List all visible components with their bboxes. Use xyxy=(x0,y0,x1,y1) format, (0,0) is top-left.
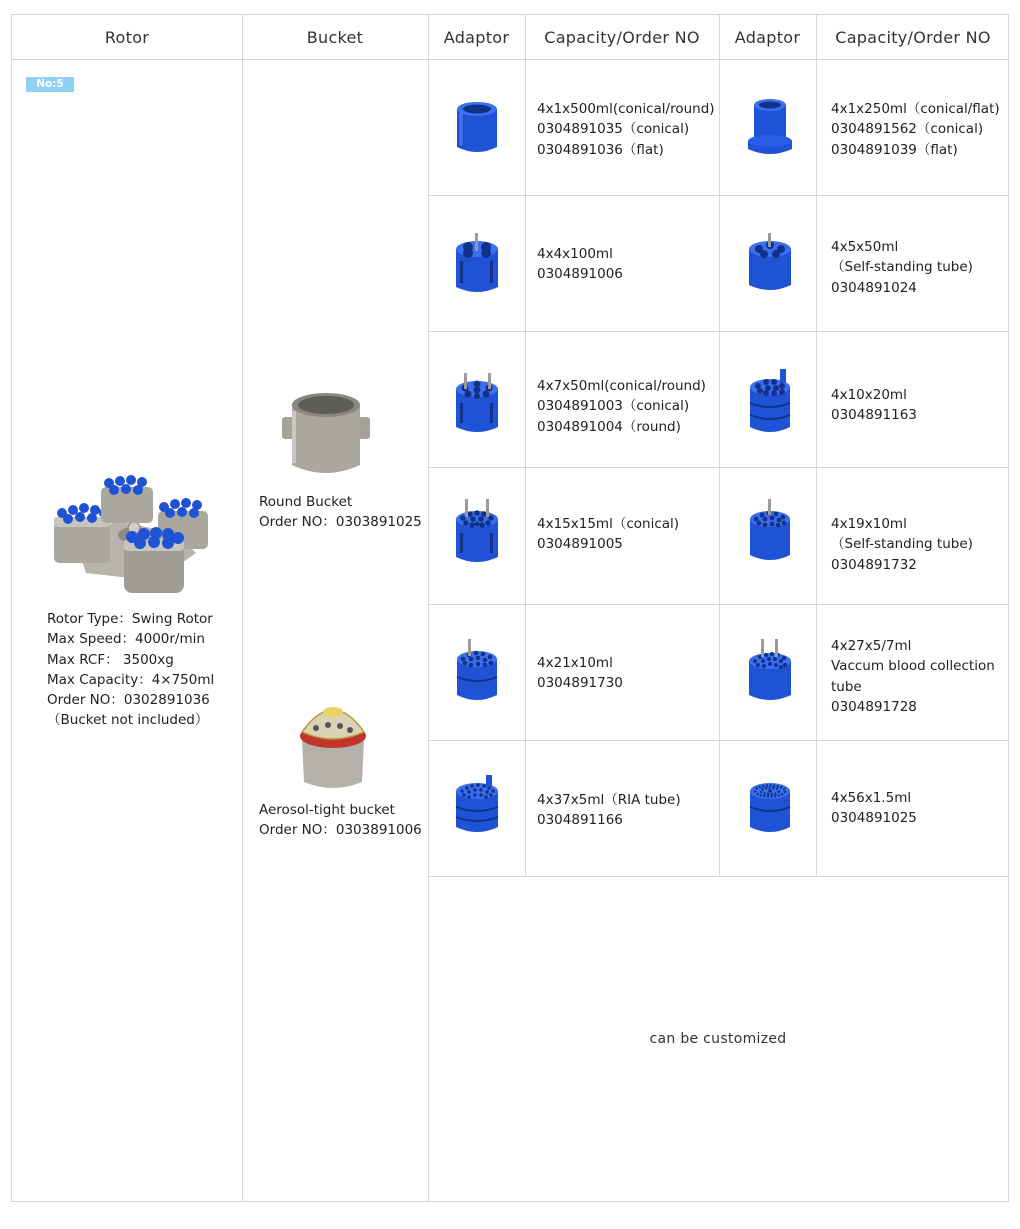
capacity-cell xyxy=(537,376,706,437)
order-no-text: 0304891025 xyxy=(831,810,917,827)
header-adaptor: Adaptor xyxy=(443,27,510,47)
adaptor-56-hole-icon xyxy=(746,777,794,835)
adaptor-1-hole-flanged-icon xyxy=(744,97,796,159)
adaptor-5-hole-icon xyxy=(745,233,795,295)
round-bucket-image xyxy=(280,387,372,479)
header-adaptor: Adaptor xyxy=(734,27,801,47)
aerosol-bucket-image xyxy=(294,698,372,793)
capacity-cell xyxy=(831,636,995,717)
capacity-cell xyxy=(831,514,973,575)
capacity-text: 4x56x1.5ml xyxy=(831,790,912,806)
capacity-text: 4x4x100ml xyxy=(537,246,613,262)
order-no-text: 0304891004（round) xyxy=(537,418,681,435)
order-no-text: 0304891006 xyxy=(537,266,623,283)
capacity-cell xyxy=(537,514,679,555)
tube-type-text: tube xyxy=(831,678,862,695)
row-divider xyxy=(428,195,1008,196)
round-bucket-info xyxy=(259,492,422,533)
adaptor-1-hole-icon xyxy=(453,99,501,155)
order-no-text: 0304891024 xyxy=(831,279,917,296)
adaptor-10-hole-icon xyxy=(746,369,794,435)
customize-note: can be customized xyxy=(649,1031,787,1047)
capacity-cell xyxy=(831,237,973,298)
capacity-cell xyxy=(831,99,1000,160)
capacity-cell xyxy=(537,244,623,285)
capacity-cell xyxy=(831,385,917,426)
row-divider xyxy=(428,740,1008,741)
order-no-text: 0304891035（conical) xyxy=(537,121,690,138)
capacity-cell xyxy=(831,788,917,829)
capacity-text: 4x1x250ml（conical/flat) xyxy=(831,101,1000,117)
bucket-order-no: Order NO：0303891006 xyxy=(259,822,422,839)
order-no-text: 0304891039（flat) xyxy=(831,141,958,158)
tube-type-text: （Self-standing tube) xyxy=(831,536,973,553)
capacity-text: 4x37x5ml（RIA tube) xyxy=(537,792,681,808)
header-divider xyxy=(12,59,1008,60)
swing-rotor-image xyxy=(46,473,212,597)
rotor-spec-list xyxy=(47,609,214,731)
column-divider xyxy=(719,15,720,875)
header-bucket: Bucket xyxy=(306,27,364,47)
adaptor-19-hole-icon xyxy=(746,499,794,563)
capacity-cell xyxy=(537,99,715,160)
order-no-text: 0304891163 xyxy=(831,407,917,424)
rotor-max-speed: Max Speed：4000r/min xyxy=(47,631,205,648)
adaptor-21-hole-icon xyxy=(453,639,501,703)
rotor-note: （Bucket not included） xyxy=(47,712,209,729)
order-no-text: 0304891003（conical) xyxy=(537,398,690,415)
order-no-text: 0304891036（flat) xyxy=(537,141,664,158)
header-capacity: Capacity/Order NO xyxy=(835,27,991,47)
bucket-name: Round Bucket xyxy=(259,494,353,510)
row-divider xyxy=(428,604,1008,605)
header-rotor: Rotor xyxy=(104,27,150,47)
row-divider xyxy=(428,331,1008,332)
aerosol-bucket-info xyxy=(259,800,422,841)
capacity-text: 4x5x50ml xyxy=(831,239,899,255)
capacity-text: 4x1x500ml(conical/round) xyxy=(537,101,715,117)
tube-type-text: （Self-standing tube) xyxy=(831,259,973,276)
order-no-text: 0304891730 xyxy=(537,675,623,692)
tube-type-text: Vaccum blood collection xyxy=(831,658,995,675)
order-no-text: 0304891562（conical) xyxy=(831,121,984,138)
adaptor-7-hole-icon xyxy=(452,373,502,435)
column-divider xyxy=(525,15,526,875)
capacity-text: 4x19x10ml xyxy=(831,516,907,532)
capacity-text: 4x21x10ml xyxy=(537,655,613,671)
capacity-text: 4x7x50ml(conical/round) xyxy=(537,378,706,394)
rotor-max-rcf: Max RCF： 3500xg xyxy=(47,651,174,668)
adaptor-15-hole-icon xyxy=(452,499,502,565)
rotor-max-capacity: Max Capacity：4×750ml xyxy=(47,671,215,688)
capacity-text: 4x15x15ml（conical) xyxy=(537,516,680,532)
capacity-text: 4x10x20ml xyxy=(831,387,907,403)
column-divider xyxy=(242,15,243,1201)
rotor-type: Rotor Type：Swing Rotor xyxy=(47,611,213,627)
adaptor-27-hole-icon xyxy=(745,639,795,703)
order-no-text: 0304891732 xyxy=(831,556,917,573)
capacity-cell xyxy=(537,790,681,831)
model-badge: No:5 xyxy=(26,77,74,92)
capacity-text: 4x27x5/7ml xyxy=(831,638,912,654)
order-no-text: 0304891728 xyxy=(831,698,917,715)
header-capacity: Capacity/Order NO xyxy=(544,27,700,47)
capacity-cell xyxy=(537,653,623,694)
bucket-order-no: Order NO：0303891025 xyxy=(259,514,422,531)
order-no-text: 0304891166 xyxy=(537,812,623,829)
order-no-text: 0304891005 xyxy=(537,536,623,553)
rotor-spec-table xyxy=(11,14,1009,1202)
rotor-order-no: Order NO：0302891036 xyxy=(47,692,210,709)
adaptor-4-hole-icon xyxy=(452,233,502,295)
row-divider xyxy=(428,467,1008,468)
adaptor-37-hole-icon xyxy=(452,775,502,835)
bucket-name: Aerosol-tight bucket xyxy=(259,802,395,818)
column-divider xyxy=(816,15,817,875)
